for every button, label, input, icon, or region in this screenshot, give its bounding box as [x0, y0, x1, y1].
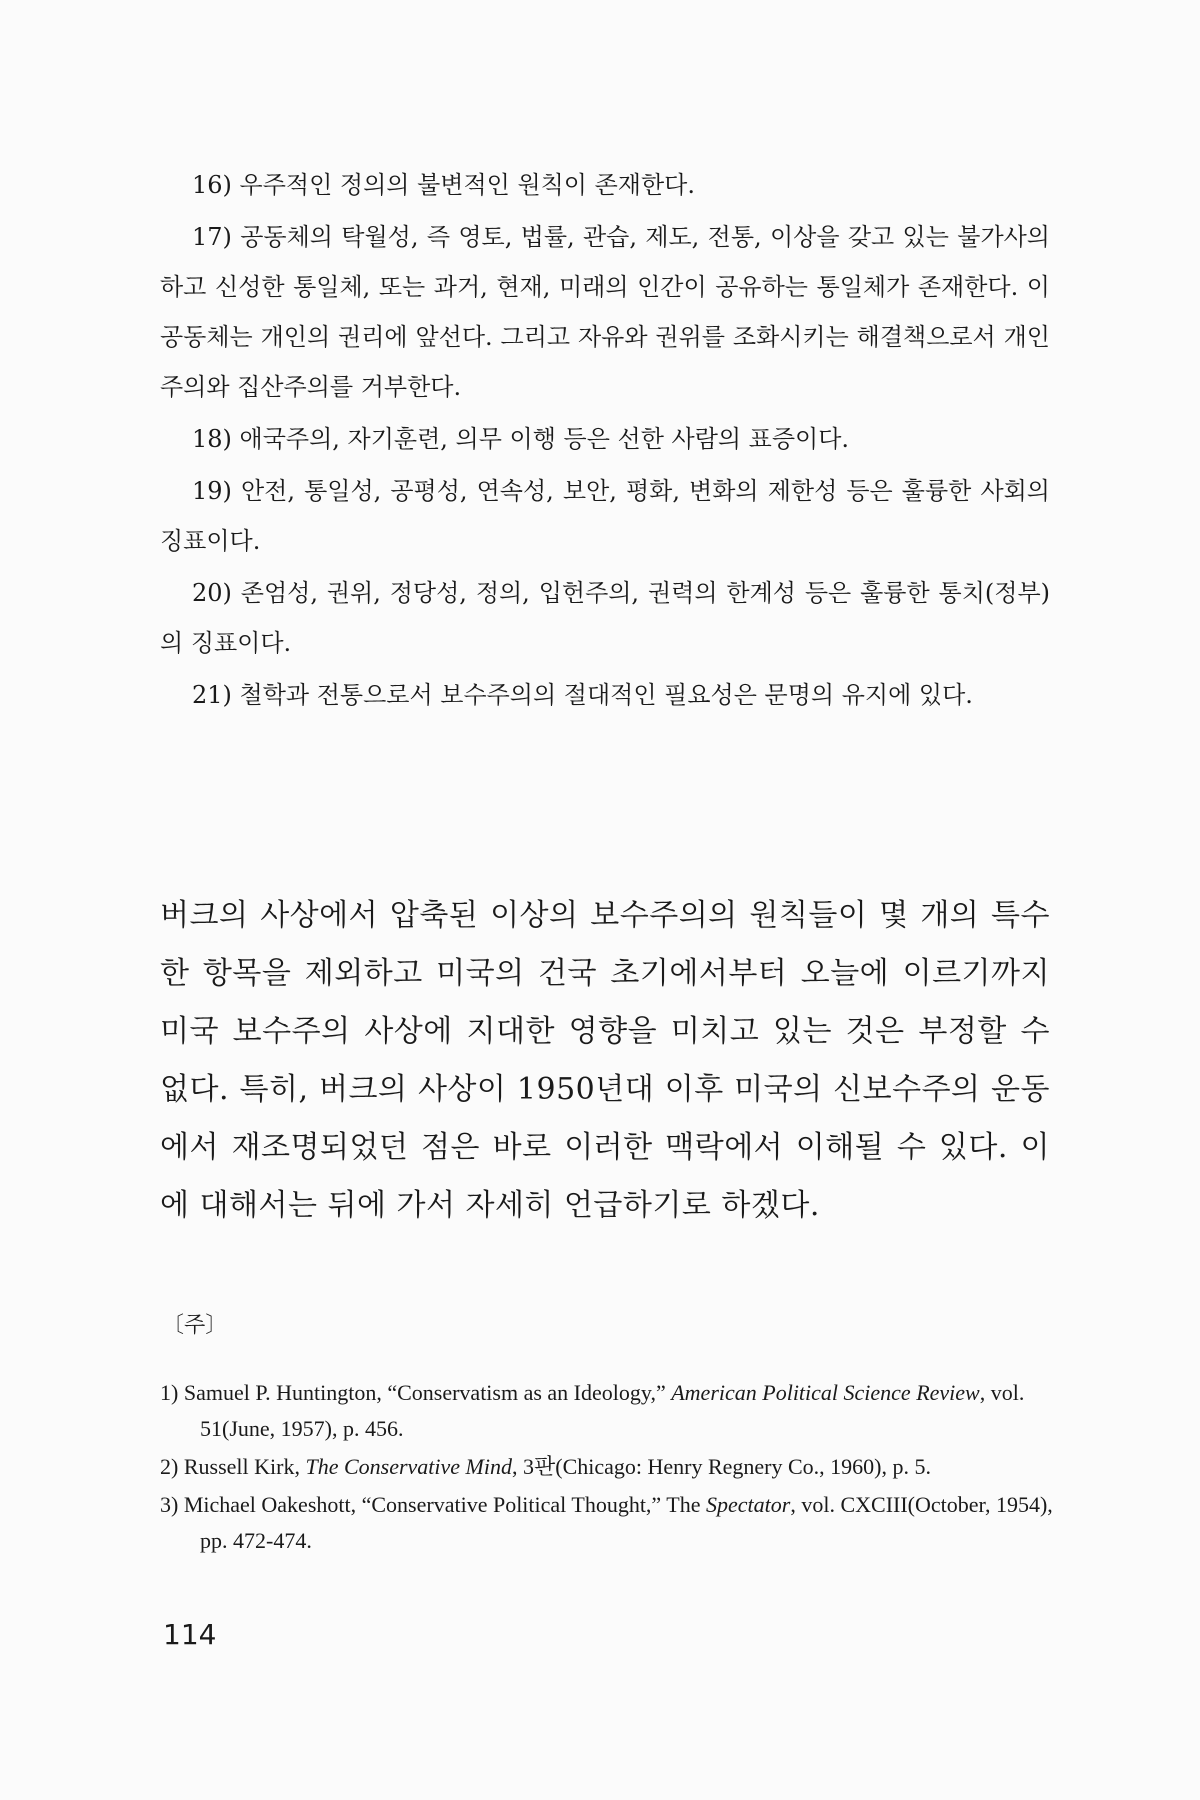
footnote-item: 1) Samuel P. Huntington, “Conservatism as an Ideology,” American Political Science Review, vol. 51(June, 1957), p. 456. — [160, 1380, 1025, 1441]
footnote-item: 3) Michael Oakeshott, “Conservative Political Thought,” The Spectator, vol. CXCIII(October, 1954), pp. 472-474. — [160, 1492, 1053, 1553]
principle-21: 21) 철학과 전통으로서 보수주의의 절대적인 필요성은 문명의 유지에 있다. — [192, 681, 973, 709]
principle-17: 17) 공동체의 탁월성, 즉 영토, 법률, 관습, 제도, 전통, 이상을 갖고 있는 불가사의하고 신성한 통일체, 또는 과거, 현재, 미래의 인간이 공유하는 통일체가 존재한다. 이 공동체는 개인의 권리에 앞선다. 그리고 자유와 권위를 조화시키는 해결책으로서 개인주의와 집산주의를 거부한다. — [160, 223, 1050, 401]
page-number: 114 — [163, 1618, 217, 1651]
principles-list — [160, 160, 1050, 722]
principle-16: 16) 우주적인 정의의 불변적인 원칙이 존재한다. — [192, 171, 695, 199]
principle-18: 18) 애국주의, 자기훈련, 의무 이행 등은 선한 사람의 표증이다. — [192, 425, 850, 453]
principle-20: 20) 존엄성, 권위, 정당성, 정의, 입헌주의, 권력의 한계성 등은 훌륭한 통치(정부)의 징표이다. — [160, 579, 1050, 657]
notes-heading: 〔주〕 — [162, 1313, 228, 1338]
principle-19: 19) 안전, 통일성, 공평성, 연속성, 보안, 평화, 변화의 제한성 등은 훌륭한 사회의 징표이다. — [160, 477, 1050, 555]
footnote-item: 2) Russell Kirk, The Conservative Mind, 3판(Chicago: Henry Regnery Co., 1960), p. 5. — [160, 1454, 931, 1479]
body-paragraph: 버크의 사상에서 압축된 이상의 보수주의의 원칙들이 몇 개의 특수한 항목을 제외하고 미국의 건국 초기에서부터 오늘에 이르기까지 미국 보수주의 사상에 지대한 영향을 미치고 있는 것은 부정할 수 없다. 특히, 버크의 사상이 1950년대 이후 미국의 신보수주의 운동에서 재조명되었던 점은 바로 이러한 맥락에서 이해될 수 있다. 이에 대해서는 뒤에 가서 자세히 언급하기로 하겠다. — [160, 898, 1050, 1223]
footnotes-list — [160, 1375, 1060, 1561]
